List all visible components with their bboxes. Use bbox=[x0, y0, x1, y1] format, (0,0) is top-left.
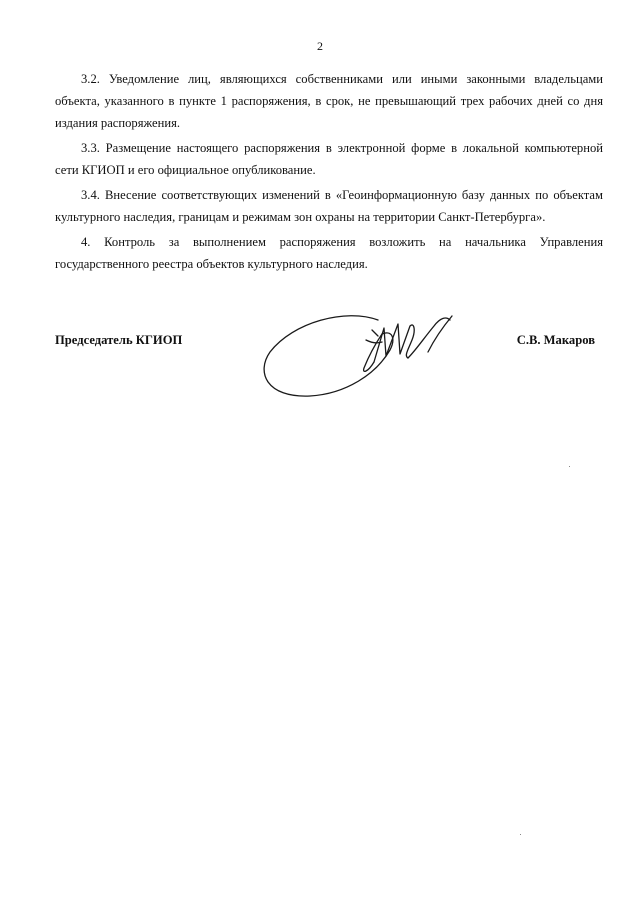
scan-speck bbox=[520, 834, 521, 835]
paragraph-3-3: 3.3. Размещение настоящего распоряжения в электронной форме в локальной компьютерной сети КГИОП и его официальное опубликование. bbox=[55, 141, 603, 177]
signatory-title: Председатель КГИОП bbox=[55, 333, 183, 347]
page-number: 2 bbox=[317, 39, 323, 53]
scan-speck bbox=[569, 466, 570, 467]
paragraph-4: 4. Контроль за выполнением распоряжения возложить на начальника Управления государственного реестра объектов культурного наследия. bbox=[55, 235, 603, 271]
document-body bbox=[55, 68, 603, 278]
signatory-name: С.В. Макаров bbox=[516, 333, 595, 347]
paragraph-3-2: 3.2. Уведомление лиц, являющихся собственниками или иными законными владельцами объекта, указанного в пункте 1 распоряжения, в срок, не превышающий трех рабочих дней со дня издания распоряжения. bbox=[55, 72, 603, 130]
handwritten-signature bbox=[258, 300, 468, 410]
paragraph-3-4: 3.4. Внесение соответствующих изменений в «Геоинформационную базу данных по объектам культурного наследия, границам и режимам зон охраны на территории Санкт-Петербурга». bbox=[55, 188, 603, 224]
